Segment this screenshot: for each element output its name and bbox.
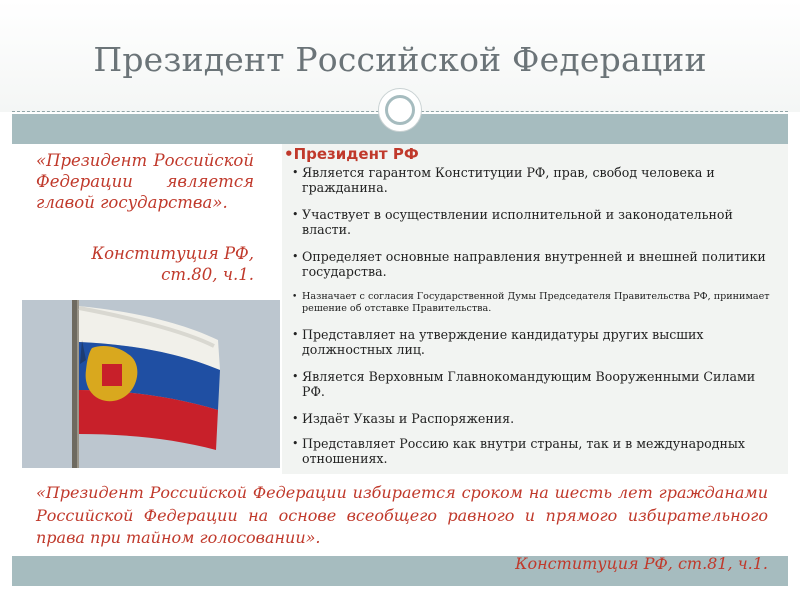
circle-ring-inner [385,95,415,125]
citation-art80-line2: ст.80, ч.1. [161,265,254,284]
constitution-quote-art80: «Президент Российской Федерации является главой государства». [36,151,254,212]
list-item: • Участвует в осуществлении исполнительной и законодательной власти. [292,207,772,237]
list-item: • Является гарантом Конституции РФ, прав, свобод человека и гражданина. [292,165,772,195]
list-item: • Является Верховным Главнокомандующим Вооруженными Силами РФ. [292,369,772,399]
powers-list [292,165,772,466]
russian-flag-with-eagle-icon [22,300,280,468]
citation-art80-line1: Конституция РФ, [91,244,254,263]
citation-art81: Конституция РФ, ст.81, ч.1. [515,554,768,573]
citation-art80 [36,243,254,285]
list-item: • Назначает с согласия Государственной Думы Председателя Правительства РФ, принимает решение об отставке Правительства. [292,291,772,315]
flag-photo [22,300,280,468]
list-item: • Представляет на утверждение кандидатуры других высших должностных лиц. [292,327,772,357]
list-item: • Издаёт Указы и Распоряжения. [292,411,772,426]
list-item: • Представляет Россию как внутри страны, так и в международных отношениях. [292,436,772,466]
constitution-quote-art81: «Президент Российской Федерации избирается сроком на шесть лет гражданами Российской Федерации на основе всеобщего равного и прямого избирательного права при тайном голосовании». [36,483,768,547]
president-heading: •Президент РФ [284,145,419,163]
slide-title: Президент Российской Федерации [93,40,707,79]
list-item: • Определяет основные направления внутренней и внешней политики государства. [292,249,772,279]
circle-ring-icon [378,88,422,132]
